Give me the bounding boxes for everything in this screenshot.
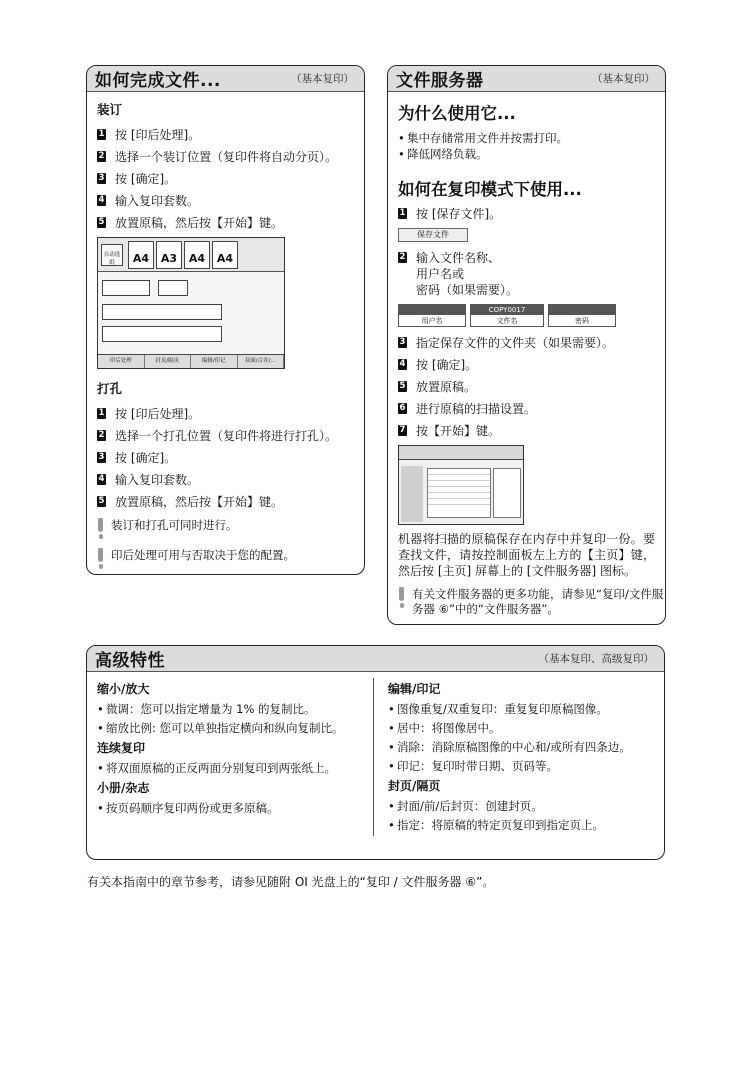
finishing-panel-tag: （基本复印） [291,73,354,85]
why-bullets [398,130,665,162]
store-file-button-image: 保存文件 [398,228,468,242]
step-item [97,406,364,422]
step-text: 放置原稿，然后按【开始】键。 [115,495,284,509]
finishing-panel-header [87,66,364,92]
attention-icon [97,518,105,540]
fs-step-1: 1 按 [保存文件]。 [399,207,502,221]
step-text: 指定保存文件的文件夹（如果需要）。 [416,336,615,350]
feature-list [97,800,373,816]
step-text: 放置原稿，然后按【开始】键。 [115,216,284,230]
document-server-title: 文件服务器 [396,71,484,91]
feature-heading: 编辑/印记 [388,682,441,696]
step-number: 1 [98,129,105,139]
step-item [398,335,665,351]
advanced-left-column [87,678,374,836]
feature-item: • 图像重复/双重复印：重复复印原稿图像。 [388,701,664,717]
feature-item: • 印记：复印时带日期、页码等。 [388,758,664,774]
document-server-screenshot [398,445,524,525]
tab-duplex: 双面/合并/... [238,355,285,368]
screen-topbar [98,238,284,272]
how-heading: 如何在复印模式下使用... [398,180,582,199]
advanced-features-tag: （基本复印、高级复印） [538,653,654,665]
step-text: 按 [确定]。 [115,451,177,465]
note-1: 装订和打孔可同时进行。 [97,518,364,540]
step-item [97,472,364,488]
staple-steps [97,127,364,231]
step-text: 按 [印后处理]。 [115,128,201,142]
step-number: 7 [399,425,406,435]
why-heading: 为什么使用它... [398,104,516,123]
step-text: 按 [印后处理]。 [115,407,201,421]
why-bullet: • 集中存储常用文件并按需打印。 [398,130,665,146]
staple-heading: 装订 [97,102,123,117]
step-text: 放置原稿。 [416,380,477,394]
advanced-features-title: 高级特性 [95,651,165,671]
feature-list [97,760,373,776]
file-name-field: COPY0017 文件名 [470,304,544,327]
feature-item: • 微调：您可以指定增量为 1% 的复制比。 [97,701,373,717]
step-item [398,423,665,439]
step-number: 3 [399,337,406,347]
step-number: 4 [399,359,406,369]
finishing-screen-screenshot [97,237,285,369]
feature-item: • 指定：将原稿的特定页复印到指定页上。 [388,817,664,833]
file-info-fields [398,304,665,327]
tab-finishing: 印后处理 [98,355,145,368]
paper-tile-2: A3 [156,241,182,269]
feature-item: • 居中：将图像居中。 [388,720,664,736]
step-number: 5 [98,217,105,227]
screen-tabs [98,354,284,368]
feature-list [97,701,373,736]
advanced-features-header [87,646,664,672]
step-item [97,450,364,466]
step-item [97,193,364,209]
feature-heading: 封页/隔页 [388,779,441,793]
punch-option-row-2 [102,326,222,342]
tab-cover: 封页/隔页 [145,355,192,368]
step-text: 选择一个打孔位置（复印件将进行打孔）。 [115,429,338,443]
step-number: 5 [399,381,406,391]
punch-option-row [102,304,222,320]
screen-side-menu [401,466,423,522]
tab-edit: 编辑/印记 [191,355,238,368]
paper-tile-1: A4 [128,241,154,269]
screen-file-list [427,468,491,518]
finishing-panel [86,65,365,575]
note-2: 印后处理可用与否取决于您的配置。 [97,548,364,570]
advanced-right-column [378,678,664,836]
step-number: 2 [98,430,105,440]
punch-steps [97,406,364,510]
staple-option-row [102,280,150,296]
step-item [97,149,364,165]
screen-right-box [493,468,521,518]
fs-step-2: 2 输入文件名称、 用户名或 密码（如果需要）。 [399,251,519,297]
document-server-tag: （基本复印） [592,73,655,85]
screen-header [399,446,523,460]
why-bullet: • 降低网络负载。 [398,146,665,162]
step-number: 4 [98,474,105,484]
punch-heading: 打孔 [97,381,123,396]
feature-item: • 缩放比例: 您可以单独指定横向和纵向复制比。 [97,720,373,736]
step-item [97,171,364,187]
step-text: 输入复印套数。 [115,194,200,208]
step-text: 按【开始】键。 [416,424,501,438]
feature-heading: 缩小/放大 [97,682,150,696]
step-text: 进行原稿的扫描设置。 [416,402,537,416]
step-text: 选择一个装订位置（复印件将自动分页）。 [115,150,338,164]
step-text: 按 [确定]。 [115,172,177,186]
step-number: 3 [98,173,105,183]
step-number: 3 [98,452,105,462]
password-field: 密码 [548,304,616,327]
feature-heading: 连续复印 [97,741,146,755]
feature-list [388,798,664,833]
step-item [398,401,665,417]
step-item [97,215,364,231]
document-server-header [388,66,665,92]
step-item [398,379,665,395]
advanced-features-panel [86,645,665,860]
step-text: 输入复印套数。 [115,473,200,487]
fs-note: 有关文件服务器的更多功能，请参见“复印/文件服务器 ⑥”中的“文件服务器”。 [398,587,665,617]
step-item [97,127,364,143]
step-number: 6 [399,403,406,413]
paper-tile-3: A4 [184,241,210,269]
fs-steps [398,335,665,439]
feature-item: • 将双面原稿的正反两面分别复印到两张纸上。 [97,760,373,776]
document-server-panel [387,65,666,625]
user-name-field: 用户名 [398,304,466,327]
attention-icon [398,587,406,609]
attention-icon [97,548,105,570]
feature-item: • 消除：消除原稿图像的中心和/或所有四条边。 [388,739,664,755]
paper-tile-4: A4 [212,241,238,269]
step-text: 按 [确定]。 [416,358,478,372]
document-server-paragraph: 机器将扫描的原稿保存在内存中并复印一份。要查找文件，请按控制面板左上方的【主页】键，然后按 [主页] 屏幕上的 [文件服务器] 图标。 [398,532,655,578]
staple-option-row-2 [158,280,188,296]
step-number: 4 [98,195,105,205]
finishing-panel-title: 如何完成文件... [95,71,221,91]
feature-item: • 封面/前/后封页：创建封页。 [388,798,664,814]
step-item [398,357,665,373]
step-item [97,428,364,444]
feature-heading: 小册/杂志 [97,781,150,795]
feature-item: • 按页码顺序复印两份或更多原稿。 [97,800,373,816]
footer-reference: 有关本指南中的章节参考，请参见随附 OI 光盘上的“复印 / 文件服务器 ⑥”。 [87,875,495,889]
step-item [97,494,364,510]
feature-list [388,701,664,774]
auto-paper-tile: 自动选纸 [101,244,123,266]
step-number: 2 [98,151,105,161]
step-number: 1 [98,408,105,418]
step-number: 5 [98,496,105,506]
